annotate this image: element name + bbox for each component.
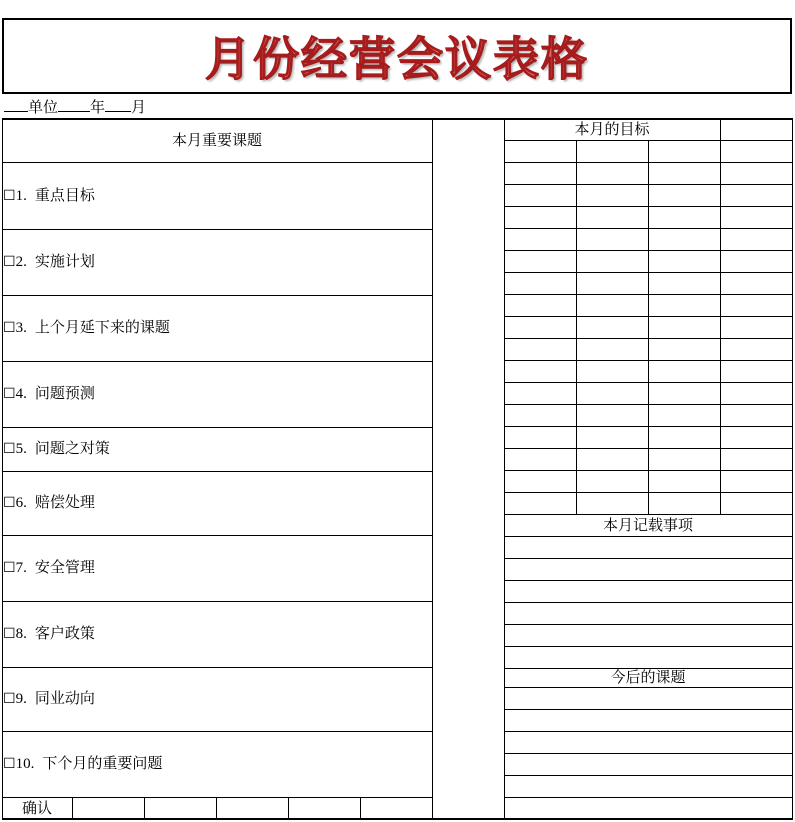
year-blank[interactable] — [58, 96, 90, 112]
topic-number: 5. — [15, 441, 27, 457]
middle-column-right — [504, 118, 505, 818]
note-line — [504, 709, 792, 710]
month-label: 月 — [131, 100, 147, 116]
unit-blank[interactable] — [4, 96, 28, 112]
checkbox-icon[interactable]: ☐ — [3, 626, 16, 642]
checkbox-icon[interactable]: ☐ — [3, 386, 16, 402]
note-line — [504, 753, 792, 754]
topic-label: 下个月的重要问题 — [42, 756, 163, 772]
topic-number: 10. — [15, 756, 35, 772]
checkbox-icon[interactable]: ☐ — [3, 254, 16, 270]
topic-item — [3, 252, 95, 272]
topic-label: 实施计划 — [34, 254, 95, 270]
topic-number: 2. — [15, 254, 27, 270]
topic-label: 客户政策 — [34, 626, 95, 642]
topic-item — [3, 384, 95, 404]
note-line — [504, 797, 792, 798]
note-line — [504, 624, 792, 625]
note-line — [504, 731, 792, 732]
topic-row-divider — [2, 295, 432, 296]
topic-row-divider — [2, 667, 432, 668]
topic-item — [3, 689, 95, 709]
note-line — [504, 580, 792, 581]
unit-date-line — [4, 96, 146, 118]
topic-label: 赔偿处理 — [34, 495, 95, 511]
confirm-cell-divider — [72, 797, 73, 818]
topic-row-divider — [2, 361, 432, 362]
confirm-cell-divider — [360, 797, 361, 818]
note-line — [504, 558, 792, 559]
checkbox-icon[interactable]: ☐ — [3, 560, 16, 576]
topic-number: 3. — [15, 320, 27, 336]
future-heading: 今后的课题 — [610, 670, 686, 686]
confirm-cell-divider — [288, 797, 289, 818]
left-heading: 本月重要课题 — [171, 133, 262, 149]
goal-heading-divider — [720, 118, 721, 140]
middle-column-left — [432, 118, 433, 818]
confirm-cell-divider — [216, 797, 217, 818]
topic-row-divider — [2, 471, 432, 472]
title-box — [2, 18, 792, 94]
goal-column-divider — [648, 140, 649, 514]
checkbox-icon[interactable]: ☐ — [3, 320, 16, 336]
note-line — [504, 775, 792, 776]
goals-heading: 本月的目标 — [574, 122, 650, 138]
page-title: 月份经营会议表格 — [205, 32, 589, 86]
topic-row-divider — [2, 427, 432, 428]
topic-row-divider — [2, 535, 432, 536]
table-left-border — [2, 118, 3, 818]
topic-item — [3, 318, 170, 338]
topic-row-divider — [2, 731, 432, 732]
confirm-cell-divider — [144, 797, 145, 818]
topic-label: 问题预测 — [34, 386, 95, 402]
topic-number: 9. — [15, 691, 27, 707]
topic-number: 1. — [15, 188, 27, 204]
checkbox-icon[interactable]: ☐ — [3, 495, 16, 511]
topic-item — [3, 493, 95, 513]
year-label: 年 — [90, 100, 106, 116]
topic-item — [3, 754, 162, 774]
table-bottom-border — [2, 818, 793, 820]
topic-number: 4. — [15, 386, 27, 402]
topic-row-divider — [2, 797, 432, 798]
goal-column-divider — [720, 140, 721, 514]
topic-row-divider — [2, 229, 432, 230]
topic-number: 6. — [15, 495, 27, 511]
confirm-label: 确认 — [21, 801, 52, 817]
topic-label: 问题之对策 — [34, 441, 110, 457]
goal-column-divider — [576, 140, 577, 514]
month-blank[interactable] — [105, 96, 131, 112]
topic-label: 重点目标 — [34, 188, 95, 204]
topic-item — [3, 558, 95, 578]
table-right-border — [792, 118, 793, 818]
topic-item — [3, 439, 110, 459]
topic-number: 7. — [15, 560, 27, 576]
topic-item — [3, 186, 95, 206]
topic-item — [3, 624, 95, 644]
note-line — [504, 536, 792, 537]
topic-row-divider — [2, 162, 432, 163]
records-heading: 本月记载事项 — [602, 518, 693, 534]
checkbox-icon[interactable]: ☐ — [3, 756, 16, 772]
topic-label: 同业动向 — [34, 691, 95, 707]
checkbox-icon[interactable]: ☐ — [3, 691, 16, 707]
topic-label: 安全管理 — [34, 560, 95, 576]
topic-number: 8. — [15, 626, 27, 642]
topic-label: 上个月延下来的课题 — [34, 320, 170, 336]
goal-row-divider — [504, 514, 792, 515]
topic-row-divider — [2, 601, 432, 602]
unit-label: 单位 — [28, 100, 59, 116]
checkbox-icon[interactable]: ☐ — [3, 188, 16, 204]
note-line — [504, 602, 792, 603]
note-line — [504, 646, 792, 647]
checkbox-icon[interactable]: ☐ — [3, 441, 16, 457]
